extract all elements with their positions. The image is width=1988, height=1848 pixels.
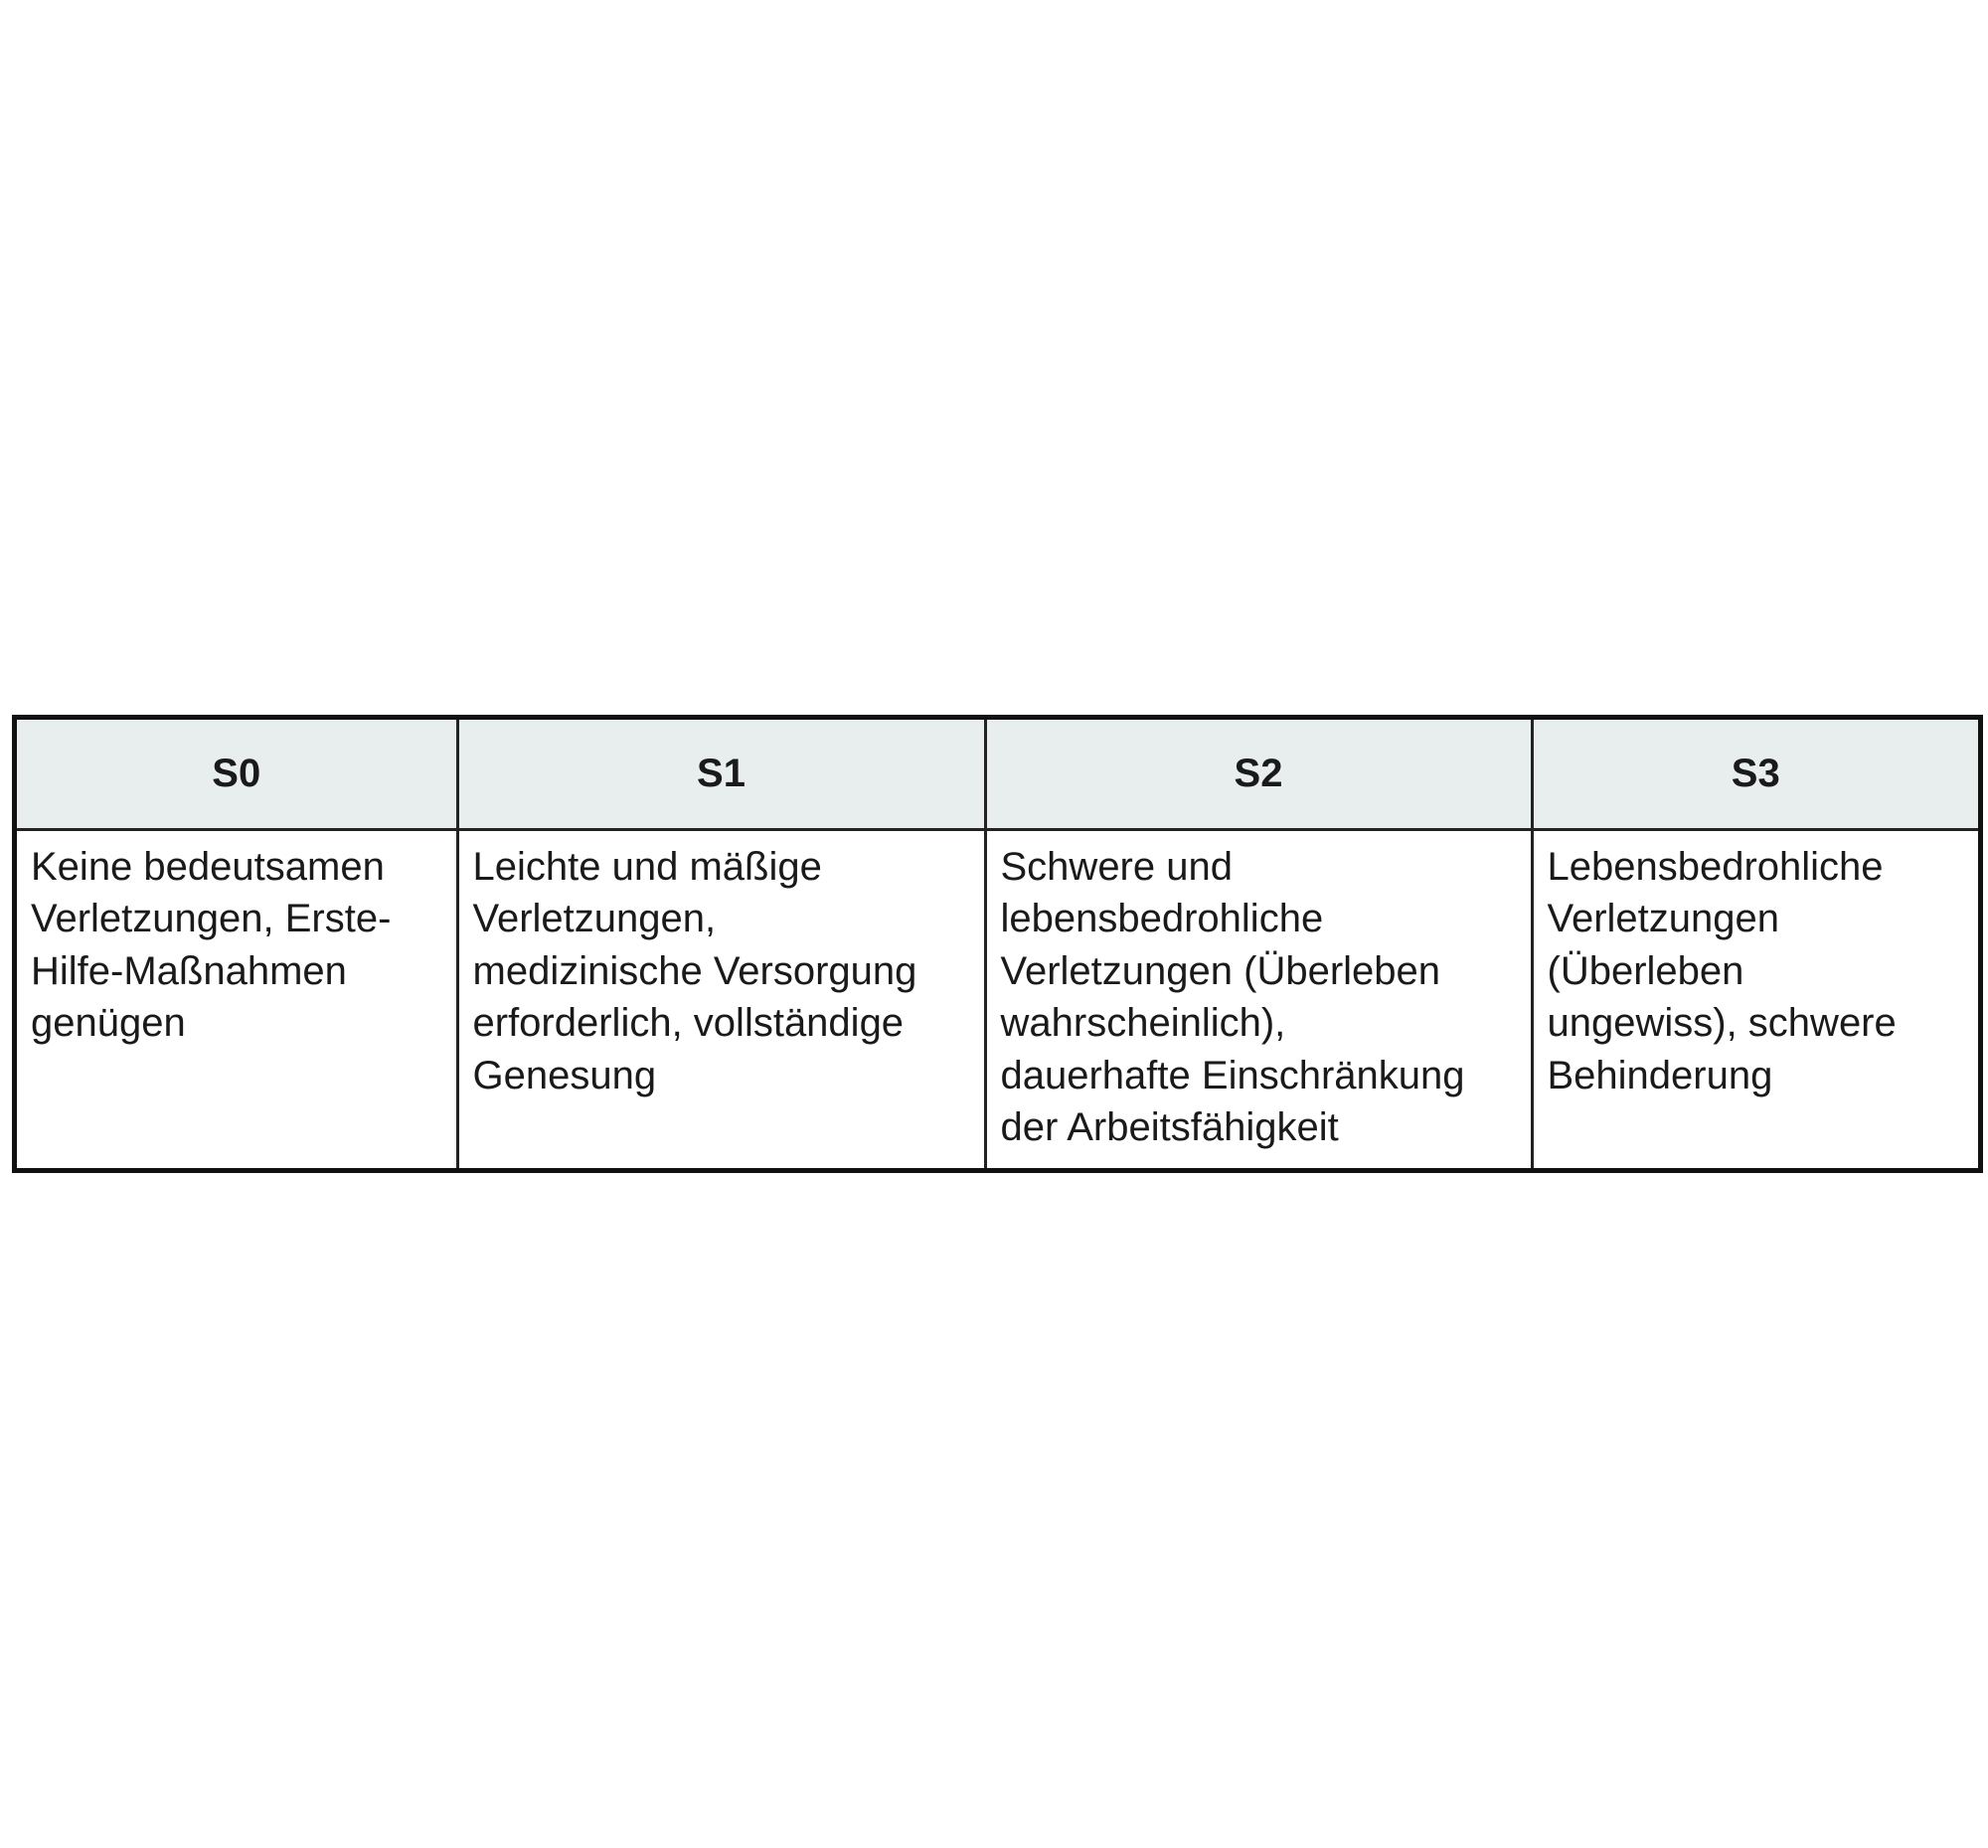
table-header-row — [17, 720, 1978, 829]
description-cell-s3: Lebensbedrohliche Verletzungen (Überleben ungewiss), schwere Behinderung — [1532, 829, 1978, 1168]
header-cell-s2: S2 — [985, 720, 1532, 829]
severity-table-frame — [12, 715, 1983, 1173]
header-cell-s0: S0 — [17, 720, 457, 829]
description-cell-s1: Leichte und mäßige Verletzungen, medizinische Versorgung erforderlich, vollständige Genesung — [457, 829, 985, 1168]
description-cell-s2: Schwere und lebensbedrohliche Verletzungen (Überleben wahrscheinlich), dauerhafte Einschränkung der Arbeitsfähigkeit — [985, 829, 1532, 1168]
header-cell-s1: S1 — [457, 720, 985, 829]
severity-table — [17, 720, 1978, 1168]
header-cell-s3: S3 — [1532, 720, 1978, 829]
table-row — [17, 829, 1978, 1168]
description-cell-s0: Keine bedeutsamen Verletzungen, Erste- Hilfe-Maßnahmen genügen — [17, 829, 457, 1168]
